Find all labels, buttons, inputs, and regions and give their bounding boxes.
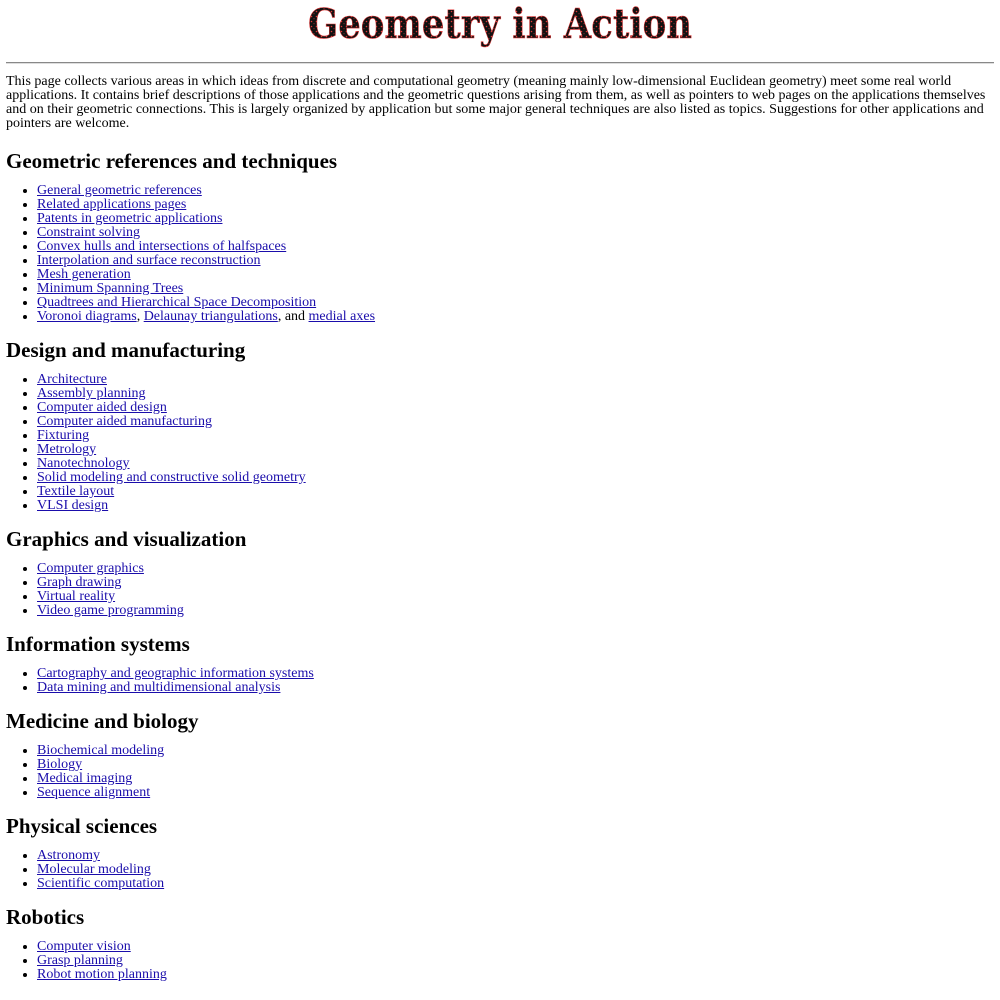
list-item <box>37 604 994 618</box>
section-list-design-manufacturing <box>6 373 994 513</box>
separator-text: , <box>136 309 144 324</box>
link-constraint-solving[interactable]: Constraint solving <box>37 225 141 240</box>
list-item <box>37 758 994 772</box>
list-item <box>37 226 994 240</box>
link-related-applications-pages[interactable]: Related applications pages <box>37 197 187 212</box>
section-list-medicine-biology <box>6 744 994 800</box>
link-minimum-spanning-trees[interactable]: Minimum Spanning Trees <box>37 281 184 296</box>
link-computer-aided-design[interactable]: Computer aided design <box>37 400 167 415</box>
section-list-geometric-references <box>6 184 994 324</box>
link-quadtrees[interactable]: Quadtrees and Hierarchical Space Decomposition <box>37 295 317 310</box>
section-heading-physical-sciences: Physical sciences <box>6 814 158 838</box>
link-robot-motion-planning[interactable]: Robot motion planning <box>37 967 167 982</box>
banner <box>6 0 994 54</box>
list-item <box>37 429 994 443</box>
link-nanotechnology[interactable]: Nanotechnology <box>37 456 130 471</box>
list-item <box>37 268 994 282</box>
link-sequence-alignment[interactable]: Sequence alignment <box>37 785 151 800</box>
link-fixturing[interactable]: Fixturing <box>37 428 90 443</box>
list-item <box>37 562 994 576</box>
link-computer-vision[interactable]: Computer vision <box>37 939 131 954</box>
list-item <box>37 863 994 877</box>
list-item <box>37 310 994 324</box>
list-item <box>37 576 994 590</box>
list-item <box>37 457 994 471</box>
header-divider <box>6 62 994 64</box>
intro-paragraph: This page collects various areas in which ideas from discrete and computational geometry (meaning mainly low-dimensional Euclidean geometry) meet some real world applications. It contains brief descriptions of those applications and the geometric questions arising from them, as well as pointers to web pages on the applications themselves and on their geometric connections. This is largely organized by application but some major general techniques are also listed as topics. Suggestions for other applications and pointers are welcome. <box>6 74 986 131</box>
link-assembly-planning[interactable]: Assembly planning <box>37 386 146 401</box>
list-item <box>37 499 994 513</box>
link-biology[interactable]: Biology <box>37 757 83 772</box>
link-video-game-programming[interactable]: Video game programming <box>37 603 184 618</box>
list-item <box>37 254 994 268</box>
section-list-physical-sciences <box>6 849 994 891</box>
list-item <box>37 240 994 254</box>
link-molecular-modeling[interactable]: Molecular modeling <box>37 862 151 877</box>
list-item <box>37 282 994 296</box>
list-item <box>37 212 994 226</box>
section-heading-medicine-biology: Medicine and biology <box>6 709 199 733</box>
section-heading-information-systems: Information systems <box>6 632 190 656</box>
list-item <box>37 744 994 758</box>
link-textile-layout[interactable]: Textile layout <box>37 484 115 499</box>
section-list-robotics <box>6 940 994 982</box>
list-item <box>37 443 994 457</box>
section-heading-robotics: Robotics <box>6 905 85 929</box>
list-item <box>37 954 994 968</box>
separator-text: , and <box>277 309 309 324</box>
link-scientific-computation[interactable]: Scientific computation <box>37 876 165 891</box>
list-item <box>37 877 994 891</box>
link-patents[interactable]: Patents in geometric applications <box>37 211 223 226</box>
link-computer-aided-manufacturing[interactable]: Computer aided manufacturing <box>37 414 212 429</box>
link-biochemical-modeling[interactable]: Biochemical modeling <box>37 743 165 758</box>
list-item <box>37 198 994 212</box>
link-mesh-generation[interactable]: Mesh generation <box>37 267 131 282</box>
section-heading-design-manufacturing: Design and manufacturing <box>6 338 246 362</box>
list-item <box>37 471 994 485</box>
link-general-geometric-references[interactable]: General geometric references <box>37 183 202 198</box>
list-item <box>37 590 994 604</box>
section-heading-geometric-references: Geometric references and techniques <box>6 149 338 173</box>
list-item <box>37 184 994 198</box>
banner-title-graphic <box>300 0 700 54</box>
section-list-graphics-visualization <box>6 562 994 618</box>
link-delaunay-triangulations[interactable]: Delaunay triangulations <box>143 309 278 324</box>
list-item <box>37 415 994 429</box>
link-vlsi-design[interactable]: VLSI design <box>37 498 109 513</box>
list-item <box>37 940 994 954</box>
link-interpolation[interactable]: Interpolation and surface reconstruction <box>37 253 261 268</box>
link-grasp-planning[interactable]: Grasp planning <box>37 953 123 968</box>
link-computer-graphics[interactable]: Computer graphics <box>37 561 144 576</box>
list-item <box>37 786 994 800</box>
banner-title: Geometry in Action <box>308 0 692 48</box>
link-voronoi-diagrams[interactable]: Voronoi diagrams <box>37 309 137 324</box>
list-item <box>37 296 994 310</box>
list-item <box>37 968 994 982</box>
link-cartography-gis[interactable]: Cartography and geographic information systems <box>37 666 314 681</box>
list-item <box>37 667 994 681</box>
section-list-information-systems <box>6 667 994 695</box>
list-item <box>37 387 994 401</box>
link-convex-hulls[interactable]: Convex hulls and intersections of halfspaces <box>37 239 287 254</box>
list-item <box>37 401 994 415</box>
list-item <box>37 373 994 387</box>
link-architecture[interactable]: Architecture <box>37 372 107 387</box>
link-medial-axes[interactable]: medial axes <box>308 309 376 324</box>
link-metrology[interactable]: Metrology <box>37 442 97 457</box>
list-item <box>37 485 994 499</box>
list-item <box>37 849 994 863</box>
link-virtual-reality[interactable]: Virtual reality <box>37 589 116 604</box>
link-medical-imaging[interactable]: Medical imaging <box>37 771 133 786</box>
link-astronomy[interactable]: Astronomy <box>37 848 100 863</box>
list-item <box>37 681 994 695</box>
link-solid-modeling[interactable]: Solid modeling and constructive solid geometry <box>37 470 306 485</box>
list-item <box>37 772 994 786</box>
section-heading-graphics-visualization: Graphics and visualization <box>6 527 247 551</box>
link-data-mining[interactable]: Data mining and multidimensional analysis <box>37 680 281 695</box>
link-graph-drawing[interactable]: Graph drawing <box>37 575 122 590</box>
